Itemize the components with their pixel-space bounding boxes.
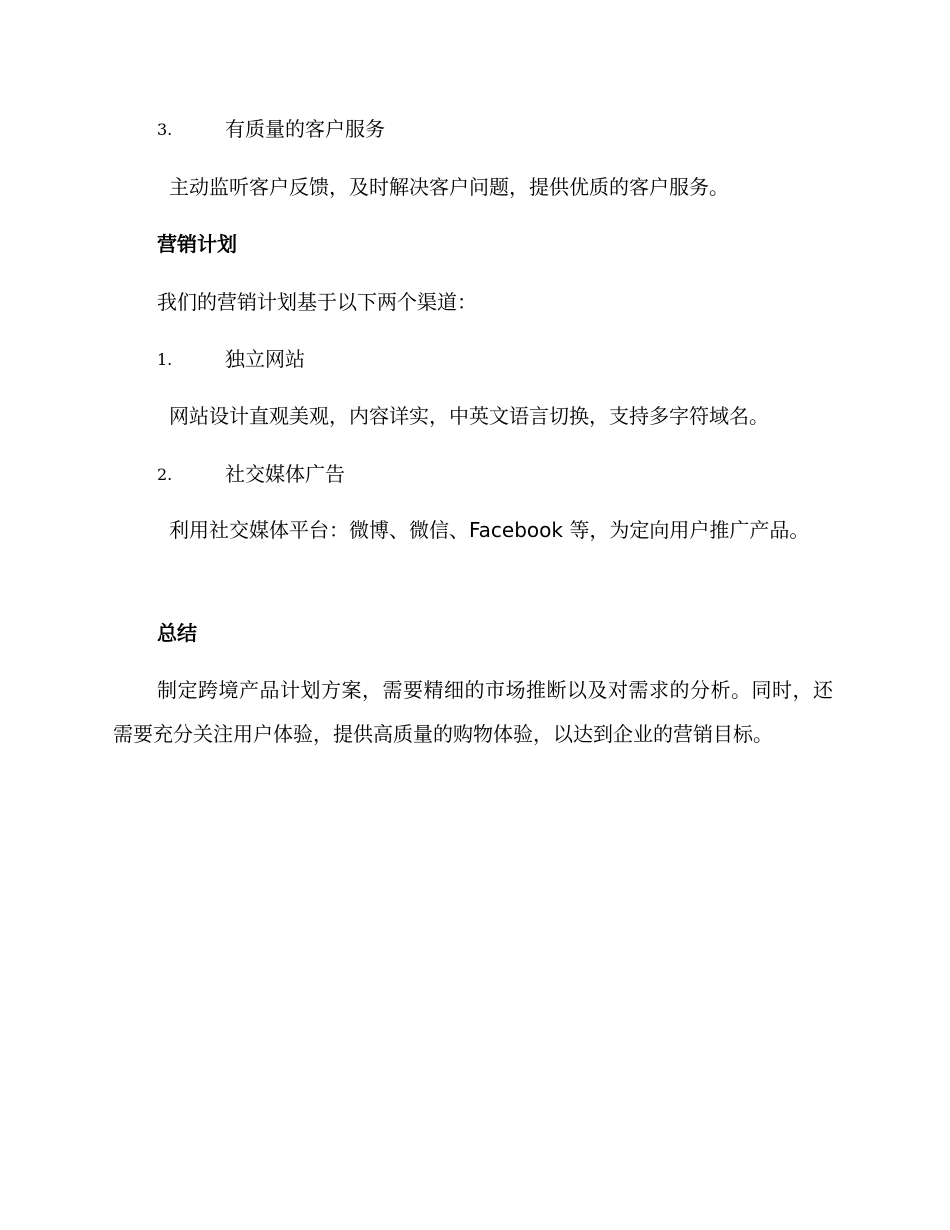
list-item-social-media — [157, 460, 757, 488]
section-heading-marketing: 营销计划 — [157, 232, 237, 256]
list-item-title: 社交媒体广告 — [225, 462, 345, 486]
section-heading-summary: 总结 — [157, 621, 197, 645]
social-media-description: 利用社交媒体平台：微博、微信、Facebook 等，为定向用户推广产品。 — [169, 518, 810, 542]
list-item-customer-service — [157, 115, 757, 143]
list-item-website — [157, 345, 757, 373]
list-item-title: 有质量的客户服务 — [225, 117, 385, 141]
list-item-number: 2. — [157, 465, 173, 484]
marketing-intro: 我们的营销计划基于以下两个渠道： — [157, 290, 477, 314]
summary-body: 制定跨境产品计划方案，需要精细的市场推断以及对需求的分析。同时，还需要充分关注用户体验，提供高质量的购物体验，以达到企业的营销目标。 — [113, 678, 833, 746]
website-description: 网站设计直观美观，内容详实，中英文语言切换，支持多字符域名。 — [169, 404, 769, 428]
list-item-number: 1. — [157, 350, 173, 369]
list-item-title: 独立网站 — [225, 347, 305, 371]
list-item-number: 3. — [157, 120, 173, 139]
customer-service-description: 主动监听客户反馈，及时解决客户问题，提供优质的客户服务。 — [169, 175, 729, 199]
